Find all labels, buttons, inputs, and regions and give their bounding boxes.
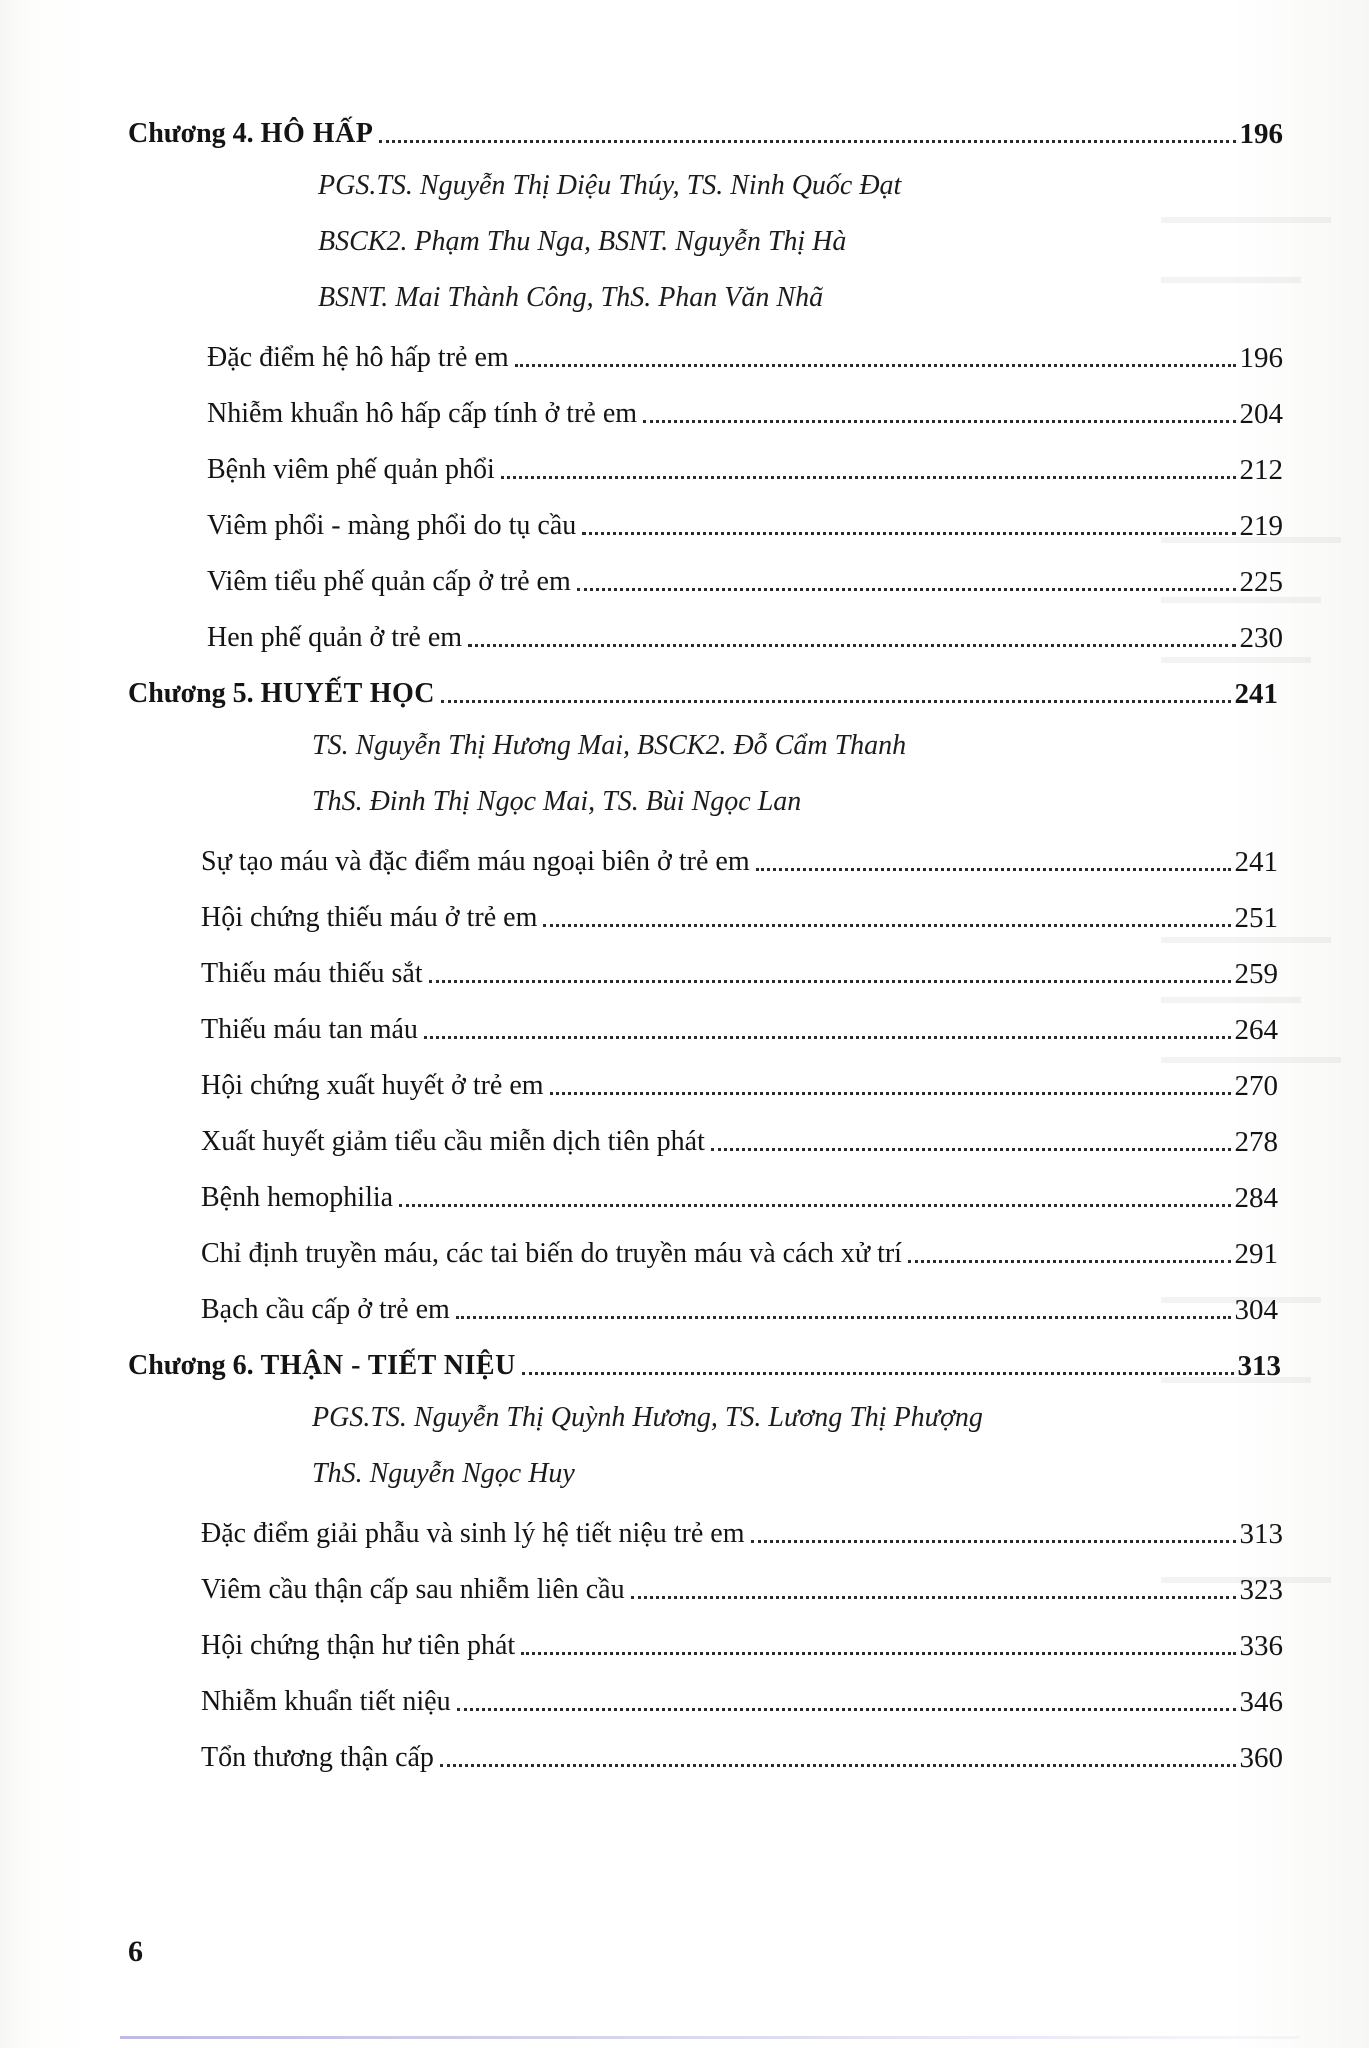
- dot-leader: [550, 1092, 1231, 1095]
- dot-leader: [424, 1036, 1231, 1039]
- toc-entry[interactable]: [207, 392, 1283, 432]
- page-number: 225: [1239, 566, 1283, 598]
- entry-title: Thiếu máu tan máu: [201, 1014, 418, 1045]
- dot-leader: [441, 700, 1230, 703]
- dot-leader: [908, 1260, 1231, 1263]
- entry-title: Đặc điểm giải phẫu và sinh lý hệ tiết niệu trẻ em: [201, 1518, 745, 1549]
- toc-entry[interactable]: [201, 1064, 1278, 1104]
- chapter-title: Chương 5. HUYẾT HỌC: [128, 678, 436, 709]
- page-number: 241: [1234, 846, 1278, 878]
- page-footer-number: 6: [128, 1935, 143, 1968]
- dot-leader: [521, 1652, 1235, 1655]
- page-number: 230: [1239, 622, 1283, 654]
- entry-title: Hội chứng thiếu máu ở trẻ em: [201, 902, 538, 933]
- chapter-authors: BSCK2. Phạm Thu Nga, BSNT. Nguyễn Thị Hà: [318, 226, 847, 257]
- chapter-heading[interactable]: [128, 672, 1278, 712]
- dot-leader: [643, 420, 1235, 423]
- entry-title: Xuất huyết giảm tiểu cầu miễn dịch tiên phát: [201, 1126, 705, 1157]
- page-number: 278: [1234, 1126, 1278, 1158]
- chapter-heading[interactable]: [128, 1344, 1281, 1384]
- entry-title: Hội chứng thận hư tiên phát: [201, 1630, 516, 1661]
- dot-leader: [582, 532, 1235, 535]
- entry-title: Viêm cầu thận cấp sau nhiễm liên cầu: [201, 1574, 625, 1605]
- entry-title: Chỉ định truyền máu, các tai biến do truyền máu và cách xử trí: [201, 1238, 902, 1269]
- dot-leader: [379, 140, 1235, 143]
- toc-entry[interactable]: [207, 336, 1283, 376]
- chapter-authors: ThS. Nguyễn Ngọc Huy: [312, 1458, 575, 1489]
- chapter-authors: TS. Nguyễn Thị Hương Mai, BSCK2. Đỗ Cẩm Thanh: [312, 730, 907, 761]
- page-number: 304: [1234, 1294, 1278, 1326]
- page-number: 251: [1234, 902, 1278, 934]
- entry-title: Bạch cầu cấp ở trẻ em: [201, 1294, 450, 1325]
- dot-leader: [501, 476, 1236, 479]
- toc-entry[interactable]: [201, 1008, 1278, 1048]
- toc-entry[interactable]: [207, 560, 1283, 600]
- page-number: 204: [1239, 398, 1283, 430]
- page-number: 196: [1239, 118, 1283, 150]
- toc-entry[interactable]: [201, 1512, 1283, 1552]
- dot-leader: [522, 1372, 1234, 1375]
- chapter-title: Chương 4. HÔ HẤP: [128, 118, 374, 149]
- dot-leader: [456, 1316, 1231, 1319]
- page-number: 259: [1234, 958, 1278, 990]
- dot-leader: [429, 980, 1231, 983]
- page-number: 360: [1239, 1742, 1283, 1774]
- toc-entry[interactable]: [201, 1288, 1278, 1328]
- chapter-authors: PGS.TS. Nguyễn Thị Diệu Thúy, TS. Ninh Quốc Đạt: [318, 170, 902, 201]
- toc-entry[interactable]: [207, 616, 1283, 656]
- page-number: 323: [1239, 1574, 1283, 1606]
- chapter-title: Chương 6. THẬN - TIẾT NIỆU: [128, 1350, 516, 1381]
- page-number: 270: [1234, 1070, 1278, 1102]
- chapter-authors: BSNT. Mai Thành Công, ThS. Phan Văn Nhã: [318, 282, 824, 313]
- toc-entry[interactable]: [201, 1232, 1278, 1272]
- page-number: 219: [1239, 510, 1283, 542]
- toc-entry[interactable]: [201, 1680, 1283, 1720]
- dot-leader: [711, 1148, 1231, 1151]
- chapter-heading[interactable]: [128, 112, 1283, 152]
- toc-entry[interactable]: [201, 1176, 1278, 1216]
- entry-title: Nhiễm khuẩn hô hấp cấp tính ở trẻ em: [207, 398, 638, 429]
- toc-entry[interactable]: [207, 504, 1283, 544]
- toc-entry[interactable]: [207, 448, 1283, 488]
- entry-title: Bệnh viêm phế quản phổi: [207, 454, 495, 485]
- toc-entry[interactable]: [201, 896, 1278, 936]
- entry-title: Sự tạo máu và đặc điểm máu ngoại biên ở trẻ em: [201, 846, 750, 877]
- dot-leader: [515, 364, 1236, 367]
- entry-title: Nhiễm khuẩn tiết niệu: [201, 1686, 451, 1717]
- entry-title: Thiếu máu thiếu sắt: [201, 958, 423, 989]
- toc-entry[interactable]: [201, 1736, 1283, 1776]
- entry-title: Đặc điểm hệ hô hấp trẻ em: [207, 342, 509, 373]
- dot-leader: [577, 588, 1236, 591]
- page-number: 313: [1237, 1350, 1281, 1382]
- toc-entry[interactable]: [201, 1624, 1283, 1664]
- entry-title: Bệnh hemophilia: [201, 1182, 394, 1213]
- toc-entry[interactable]: [201, 1120, 1278, 1160]
- scan-edge: [120, 2036, 1300, 2039]
- entry-title: Tổn thương thận cấp: [201, 1742, 434, 1773]
- entry-title: Viêm tiểu phế quản cấp ở trẻ em: [207, 566, 571, 597]
- entry-title: Hen phế quản ở trẻ em: [207, 622, 463, 653]
- dot-leader: [468, 644, 1235, 647]
- page-number: 264: [1234, 1014, 1278, 1046]
- page-number: 291: [1234, 1238, 1278, 1270]
- dot-leader: [457, 1708, 1236, 1711]
- entry-title: Hội chứng xuất huyết ở trẻ em: [201, 1070, 544, 1101]
- dot-leader: [399, 1204, 1230, 1207]
- page-number: 212: [1239, 454, 1283, 486]
- dot-leader: [751, 1540, 1236, 1543]
- toc-entry[interactable]: [201, 1568, 1283, 1608]
- dot-leader: [440, 1764, 1236, 1767]
- page-number: 336: [1239, 1630, 1283, 1662]
- toc-entry[interactable]: [201, 840, 1278, 880]
- dot-leader: [543, 924, 1230, 927]
- dot-leader: [631, 1596, 1236, 1599]
- page-number: 241: [1234, 678, 1278, 710]
- chapter-authors: PGS.TS. Nguyễn Thị Quỳnh Hương, TS. Lương Thị Phượng: [312, 1402, 983, 1433]
- page-number: 196: [1239, 342, 1283, 374]
- entry-title: Viêm phổi - màng phổi do tụ cầu: [207, 510, 577, 541]
- chapter-authors: ThS. Đinh Thị Ngọc Mai, TS. Bùi Ngọc Lan: [312, 786, 802, 817]
- page-number: 346: [1239, 1686, 1283, 1718]
- toc-entry[interactable]: [201, 952, 1278, 992]
- page-number: 284: [1234, 1182, 1278, 1214]
- page-number: 313: [1239, 1518, 1283, 1550]
- dot-leader: [756, 868, 1231, 871]
